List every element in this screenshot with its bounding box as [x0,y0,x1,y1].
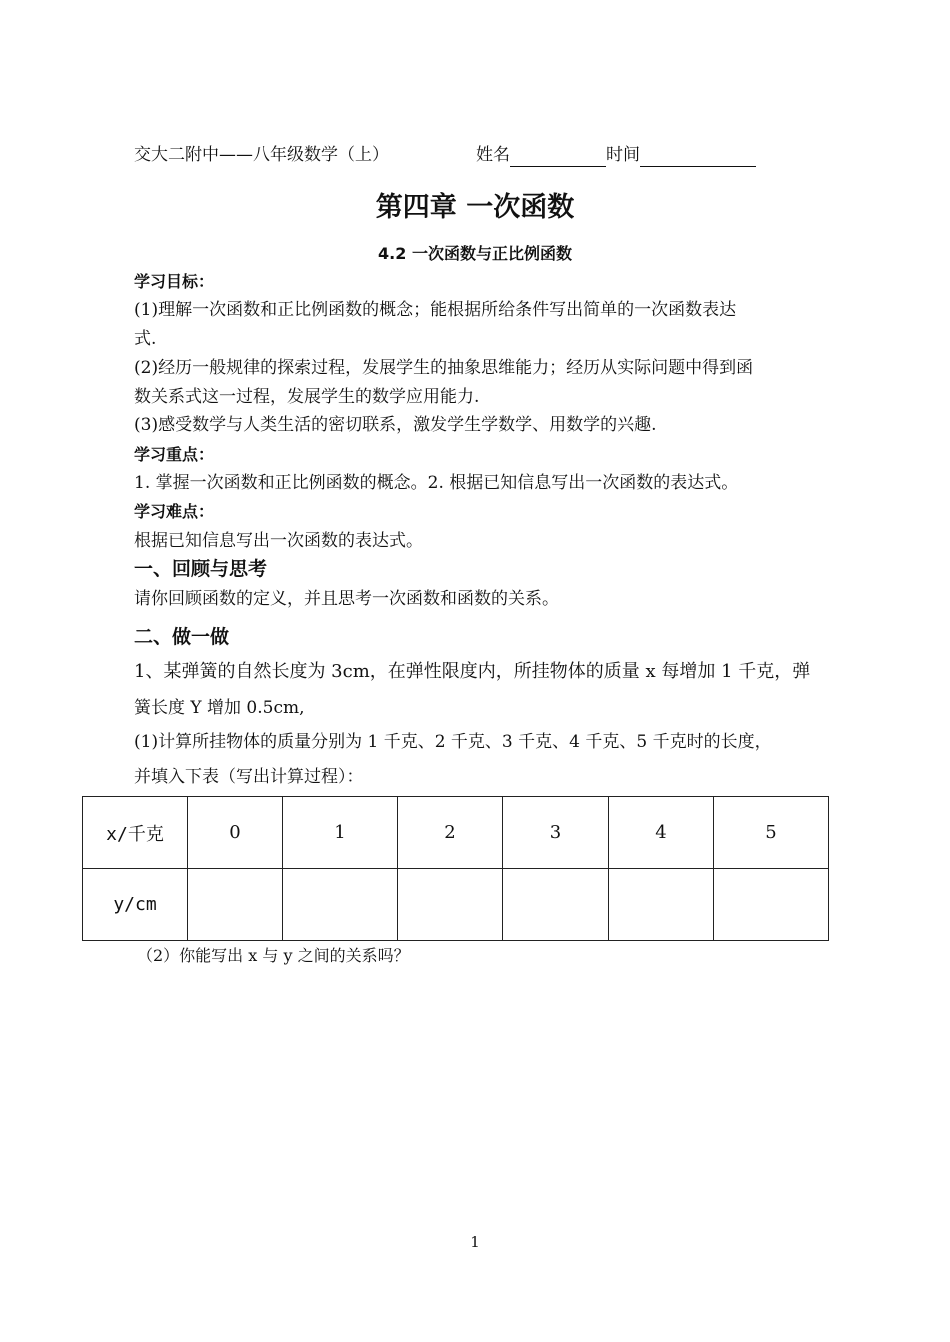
objective-line: (2)经历一般规律的探索过程，发展学生的抽象思维能力；经历从实际问题中得到函 [134,358,754,378]
answer-cell[interactable] [503,869,609,941]
time-label: 时间 [606,145,640,165]
objective-line: 数关系式这一过程，发展学生的数学应用能力. [134,387,480,407]
table-cell: 4 [609,797,714,869]
answer-cell[interactable] [609,869,714,941]
section1-heading: 一、回顾与思考 [134,558,268,580]
time-blank[interactable] [640,148,756,167]
name-label: 姓名 [476,145,510,165]
section2-heading: 二、做一做 [134,626,230,648]
chapter-title: 第四章 一次函数 [375,192,575,223]
difficulties-heading: 学习难点： [134,502,215,521]
table-row [83,869,829,941]
objective-line: (3)感受数学与人类生活的密切联系，激发学生学数学、用数学的兴趣. [134,415,657,435]
table-header-cell: x/千克 [83,797,188,869]
name-blank[interactable] [510,148,606,167]
answer-cell[interactable] [188,869,283,941]
key-points-text: 1. 掌握一次函数和正比例函数的概念。2. 根据已知信息写出一次函数的表达式。 [134,473,739,493]
answer-cell[interactable] [398,869,503,941]
key-points-heading: 学习重点： [134,445,215,464]
answer-cell[interactable] [714,869,829,941]
objectives-heading: 学习目标： [134,272,215,291]
spring-length-table [82,796,829,941]
table-cell: 2 [398,797,503,869]
problem-line: 并填入下表（写出计算过程）： [134,767,364,787]
section-title: 4.2 一次函数与正比例函数 [378,244,572,263]
school-course-label: 交大二附中——八年级数学（上） [134,145,389,165]
table-row [83,797,829,869]
table-cell: 0 [188,797,283,869]
problem-line: (1)计算所挂物体的质量分别为 1 千克、2 千克、3 千克、4 千克、5 千克时的长度， [134,732,772,752]
question-2: （2）你能写出 x 与 y 之间的关系吗？ [137,946,410,965]
table-cell: 5 [714,797,829,869]
difficulties-text: 根据已知信息写出一次函数的表达式。 [134,531,423,551]
name-time-fields [476,143,756,167]
table-header-cell: y/cm [83,869,188,941]
table-cell: 1 [283,797,398,869]
answer-cell[interactable] [283,869,398,941]
section1-text: 请你回顾函数的定义，并且思考一次函数和函数的关系。 [134,589,559,609]
table-cell: 3 [503,797,609,869]
objective-line: 式. [134,329,157,349]
problem-line: 簧长度 Y 增加 0.5cm, [134,698,305,718]
page-number: 1 [470,1233,480,1251]
objective-line: (1)理解一次函数和正比例函数的概念；能根据所给条件写出简单的一次函数表达 [134,300,737,320]
worksheet-header [134,143,640,167]
problem-line: 1、某弹簧的自然长度为 3cm，在弹性限度内，所挂物体的质量 x 每增加 1 千克，弹 [134,661,811,682]
